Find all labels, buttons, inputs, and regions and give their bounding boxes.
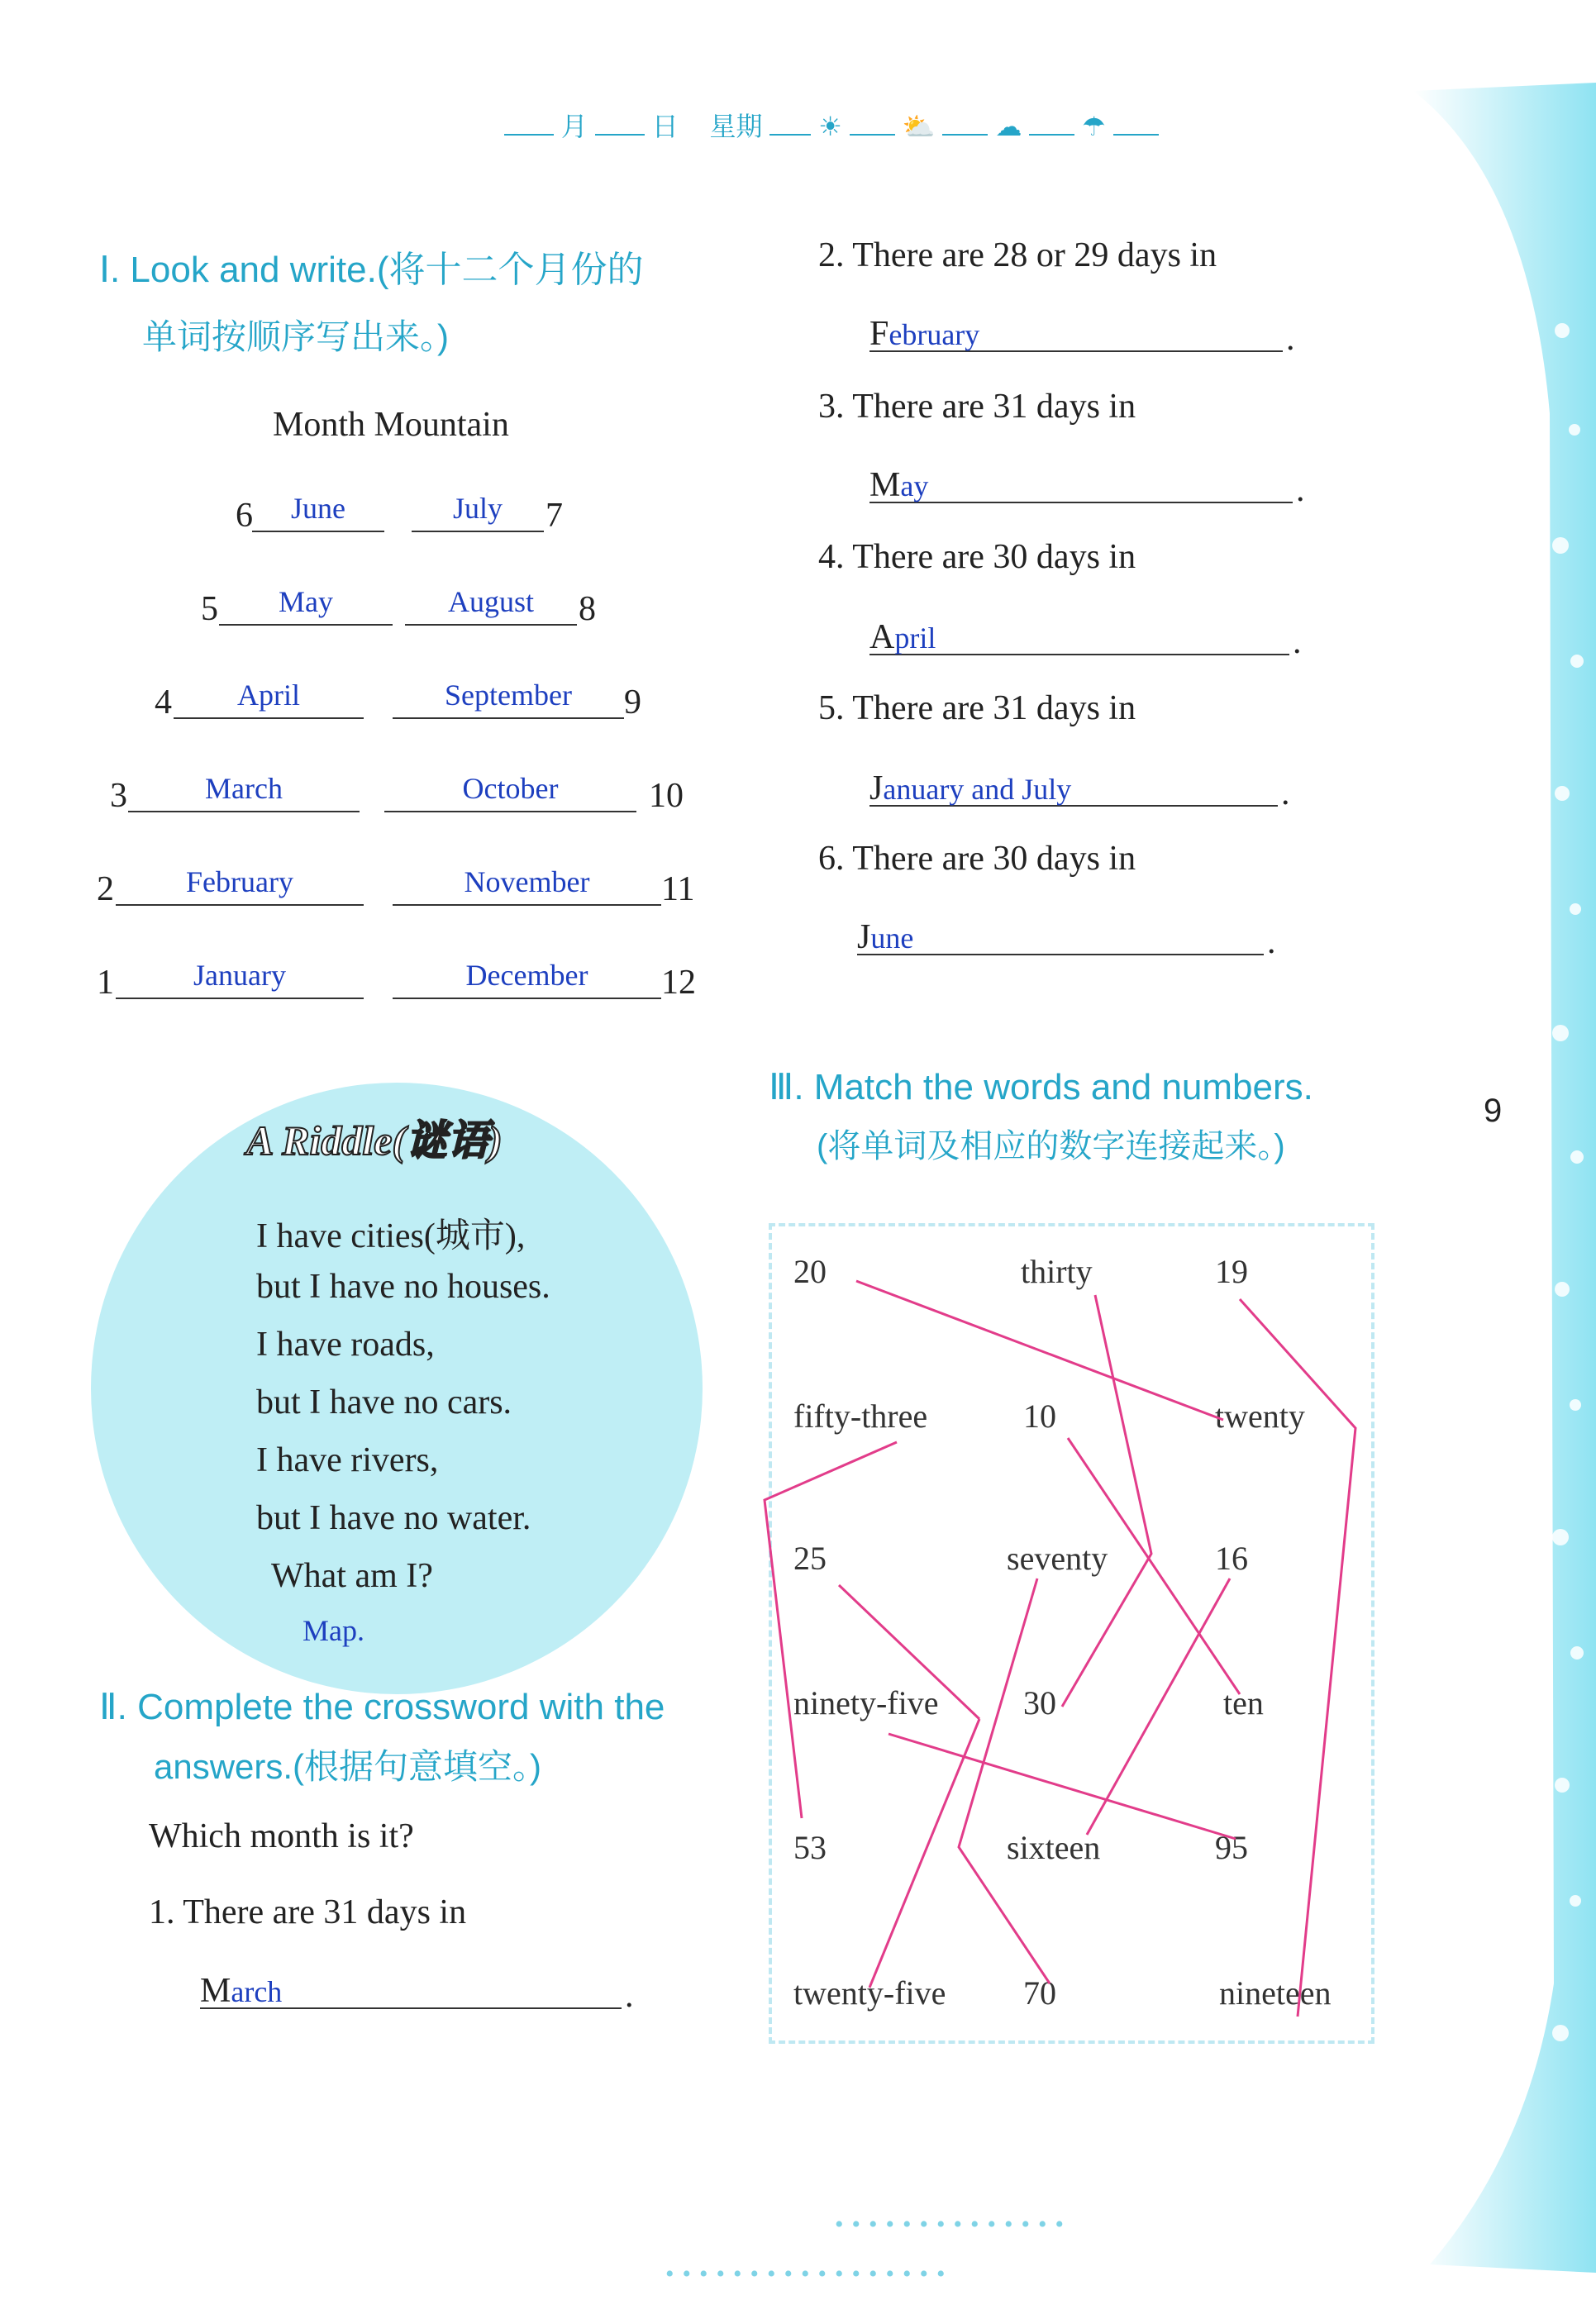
crossword-rest-letters: anuary and July bbox=[883, 773, 1072, 806]
mountain-left-answer: May bbox=[279, 585, 333, 618]
crossword-first-letter: F bbox=[869, 315, 889, 353]
crossword-question: 2. There are 28 or 29 days in bbox=[818, 236, 1217, 274]
match-item: 95 bbox=[1215, 1829, 1248, 1866]
match-item: ninety-five bbox=[793, 1684, 939, 1721]
crossword-period: . bbox=[1267, 923, 1276, 961]
match-line-20-twenty bbox=[856, 1281, 1223, 1420]
riddle-line: I have roads, bbox=[256, 1326, 435, 1364]
month-label: 月 bbox=[560, 112, 588, 141]
match-item: 16 bbox=[1215, 1540, 1248, 1577]
match-item: 70 bbox=[1023, 1974, 1056, 2012]
mountain-left-answer: April bbox=[237, 679, 300, 712]
match-line-ninety-five-95 bbox=[889, 1734, 1236, 1839]
mountain-left-number: 6 bbox=[236, 497, 253, 535]
match-item: 20 bbox=[793, 1253, 827, 1290]
mountain-right-number: 7 bbox=[545, 497, 563, 535]
mountain-left-number: 2 bbox=[97, 870, 114, 908]
crossword-first-letter: M bbox=[869, 466, 901, 504]
crossword-period: . bbox=[1296, 471, 1305, 509]
match-item: 10 bbox=[1023, 1398, 1056, 1435]
match-line-19-nineteen bbox=[1240, 1299, 1355, 2017]
section3-title-cn: (将单词及相应的数字连接起来。) bbox=[817, 1128, 1285, 1164]
crossword-rest-letters: ebruary bbox=[889, 318, 980, 351]
mountain-right-number: 9 bbox=[624, 683, 641, 721]
match-line-thirty-30 bbox=[1062, 1295, 1151, 1707]
crossword-first-letter: J bbox=[857, 918, 871, 956]
match-item: 19 bbox=[1215, 1253, 1248, 1290]
crossword-rest-letters: arch bbox=[231, 1975, 283, 2008]
crossword-question: 4. There are 30 days in bbox=[818, 538, 1136, 576]
riddle-line: I have cities(城市), bbox=[256, 1217, 526, 1255]
crossword-period: . bbox=[625, 1977, 634, 2015]
crossword-first-letter: J bbox=[869, 769, 884, 807]
day-label: 日 bbox=[651, 112, 679, 141]
crossword-question: 5. There are 31 days in bbox=[818, 689, 1136, 727]
match-line-16-sixteen bbox=[1087, 1579, 1230, 1835]
crossword-question: 3. There are 31 days in bbox=[818, 388, 1136, 426]
riddle-line: What am I? bbox=[271, 1557, 433, 1595]
match-line-fifty-three-53 bbox=[765, 1442, 897, 1818]
mountain-left-answer: March bbox=[205, 772, 283, 805]
section3-title: Ⅲ. Match the words and numbers. bbox=[769, 1067, 1313, 1107]
mountain-left-number: 4 bbox=[155, 683, 172, 721]
riddle-line: but I have no water. bbox=[256, 1499, 531, 1537]
sunny-icon: ☀ bbox=[818, 112, 842, 141]
section2-title: Ⅱ. Complete the crossword with the bbox=[99, 1687, 665, 1727]
match-item: ten bbox=[1223, 1684, 1264, 1721]
mountain-right-answer: October bbox=[462, 772, 559, 805]
match-item: nineteen bbox=[1219, 1974, 1332, 2012]
riddle-title: A Riddle(谜语) bbox=[246, 1117, 503, 1164]
crossword-rest-letters: une bbox=[870, 921, 914, 955]
crossword-period: . bbox=[1286, 320, 1295, 358]
weekday-label: 星期 bbox=[709, 112, 763, 141]
page-number: 9 bbox=[1484, 1093, 1503, 1129]
mountain-right-answer: December bbox=[465, 959, 588, 992]
crossword-rest-letters: pril bbox=[894, 621, 936, 655]
mountain-left-answer: January bbox=[193, 959, 286, 992]
match-item: seventy bbox=[1007, 1540, 1108, 1577]
match-item: sixteen bbox=[1007, 1829, 1101, 1866]
match-item: 25 bbox=[793, 1540, 827, 1577]
mountain-title: Month Mountain bbox=[273, 406, 509, 444]
mountain-right-number: 12 bbox=[661, 964, 696, 1002]
mountain-left-number: 1 bbox=[97, 964, 114, 1002]
match-item: thirty bbox=[1021, 1253, 1093, 1290]
crossword-period: . bbox=[1293, 623, 1302, 661]
crossword-rest-letters: ay bbox=[900, 469, 929, 502]
riddle-answer: Map. bbox=[303, 1614, 364, 1647]
section2-question: Which month is it? bbox=[149, 1817, 414, 1855]
partly-cloudy-icon: ⛅ bbox=[902, 112, 936, 141]
mountain-left-answer: June bbox=[291, 492, 345, 525]
mountain-left-number: 3 bbox=[110, 777, 127, 815]
match-line-seventy-70 bbox=[959, 1579, 1050, 1983]
crossword-question: 1. There are 31 days in bbox=[149, 1893, 467, 1931]
match-item: 30 bbox=[1023, 1684, 1056, 1721]
section1-title: Ⅰ. Look and write.(将十二个月份的 bbox=[99, 250, 644, 290]
cloudy-icon: ☁ bbox=[995, 112, 1022, 141]
riddle-line: I have rivers, bbox=[256, 1441, 439, 1479]
crossword-question: 6. There are 30 days in bbox=[818, 840, 1136, 878]
match-line-25-twenty-five bbox=[839, 1585, 979, 1719]
section2-title2: answers.(根据句意填空。) bbox=[154, 1747, 542, 1786]
mountain-right-number: 8 bbox=[579, 590, 596, 628]
bottom-dots: •••••••••••••• bbox=[835, 2211, 1073, 2238]
crossword-first-letter: M bbox=[200, 1972, 231, 2010]
section1-title-cn: (将十二个月份的 bbox=[376, 250, 644, 290]
mountain-left-answer: February bbox=[186, 865, 293, 898]
section1-title-cn2: 单词按顺序写出来。) bbox=[142, 317, 449, 356]
bottom-dots-2: ••••••••••••••••• bbox=[665, 2260, 954, 2288]
mountain-right-number: 11 bbox=[661, 870, 695, 908]
match-item: 53 bbox=[793, 1829, 827, 1866]
rainy-icon: ☂ bbox=[1082, 112, 1106, 141]
riddle-line: but I have no houses. bbox=[256, 1268, 550, 1306]
mountain-left-number: 5 bbox=[201, 590, 218, 628]
riddle-line: but I have no cars. bbox=[256, 1383, 512, 1421]
match-line-10-ten bbox=[1068, 1438, 1240, 1694]
mountain-right-answer: September bbox=[445, 679, 572, 712]
crossword-first-letter: A bbox=[869, 618, 895, 656]
crossword-period: . bbox=[1281, 774, 1290, 812]
match-item: twenty-five bbox=[793, 1974, 946, 2012]
match-item: twenty bbox=[1215, 1398, 1305, 1435]
mountain-right-answer: August bbox=[447, 585, 534, 618]
mountain-right-answer: July bbox=[452, 492, 503, 525]
match-item: fifty-three bbox=[793, 1398, 928, 1435]
mountain-right-answer: November bbox=[464, 865, 590, 898]
mountain-right-number: 10 bbox=[649, 777, 684, 815]
